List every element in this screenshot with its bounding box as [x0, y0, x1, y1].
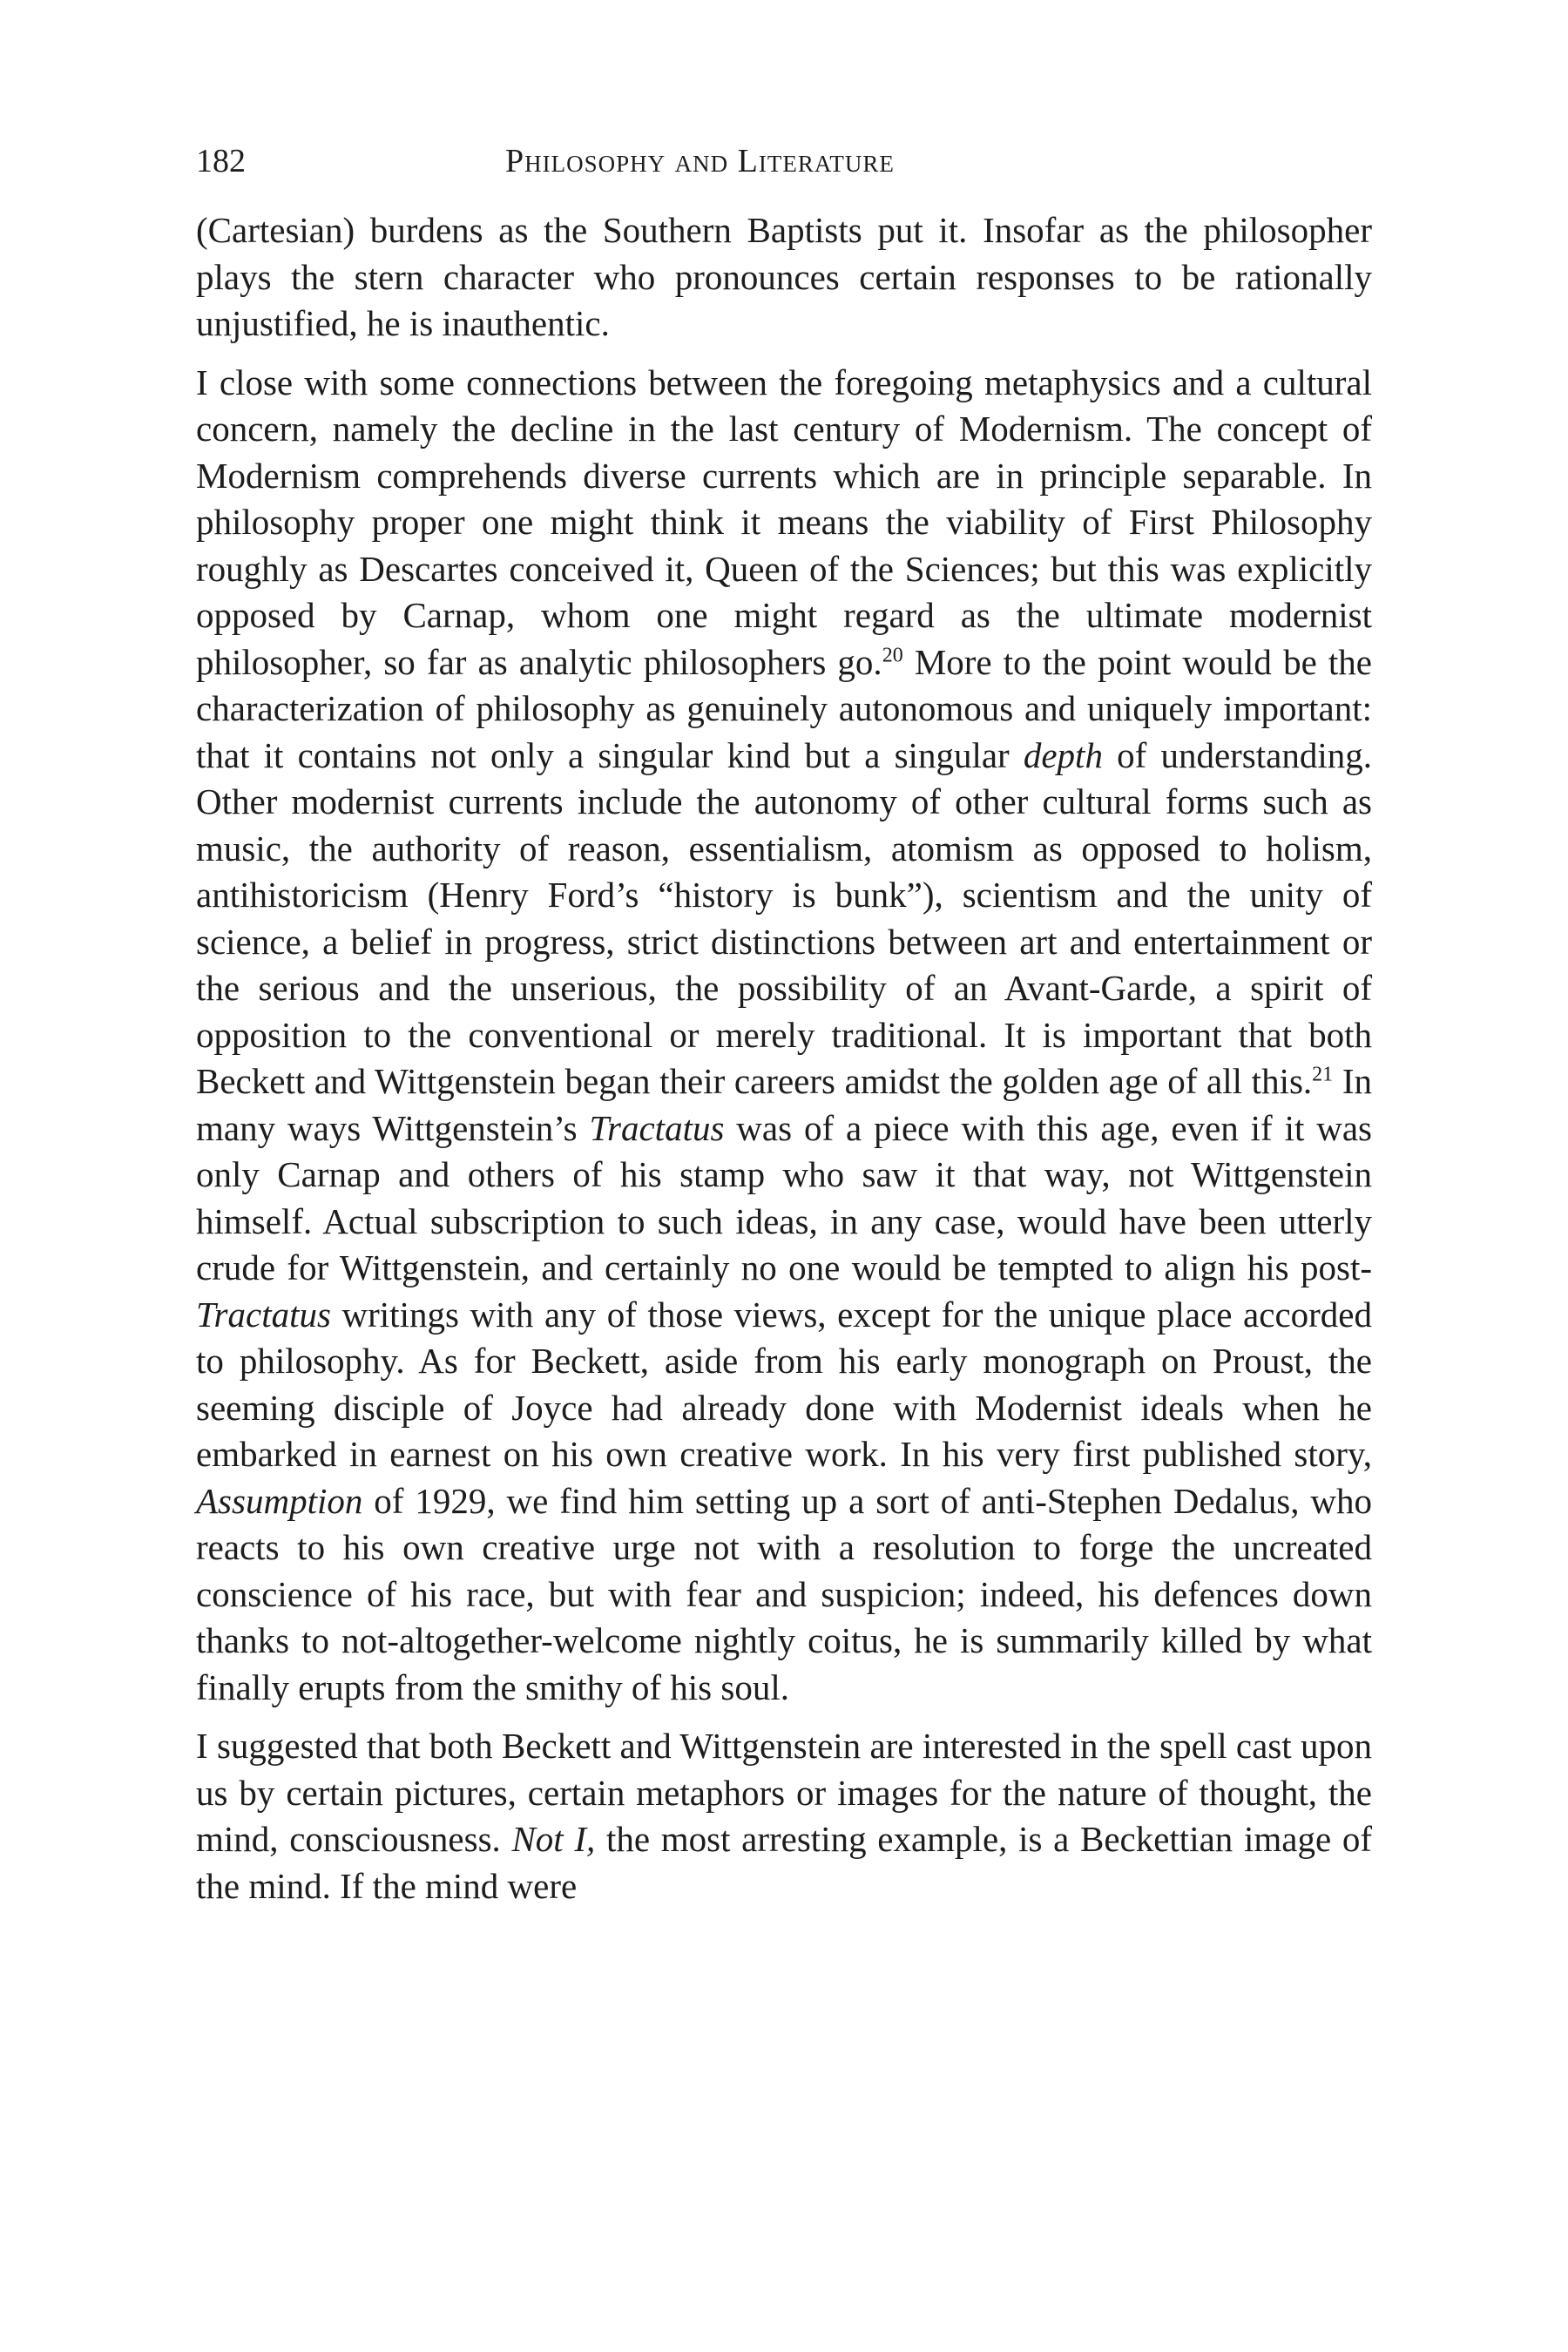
paragraph-1-text: (Cartesian) burdens as the Southern Baptists put it. Insofar as the philosopher plays the stern character who pronounces certain responses to be rationally unjustified, he is inauthentic. — [196, 210, 1372, 343]
title-tractatus: Tractatus — [589, 1107, 725, 1148]
paragraph-1 — [196, 207, 1372, 348]
page-number: 182 — [196, 143, 246, 179]
paragraph-2-segment: writings with any of those views, except for the unique place accorded to philosophy. As for Beckett, aside from his early monograph on Proust, the seeming disciple of Joyce had already done with Modernist ideals when he embarked in earnest on his own creative work. In his very first published story, — [196, 1294, 1372, 1474]
paragraph-3-segment: the most arresting example, is a Beckettian image of the mind. If the mind were — [196, 1819, 1372, 1906]
book-page — [196, 131, 1372, 1909]
emphasis-depth: depth — [1023, 734, 1103, 775]
paragraph-2-segment: of understanding. Other modernist currents include the autonomy of other cultural forms such as music, the authority of reason, essentialism, atomism as opposed to holism, antihistoricism (Henry Ford’s “history is bunk”), scientism and the unity of science, a belief in progress, strict distinctions between art and entertainment or the serious and the unserious, the possibility of an Avant-Garde, a spirit of opposition to the conventional or merely traditional. It is important that both Beckett and Wittgenstein began their careers amidst the golden age of all this. — [196, 734, 1372, 1101]
paragraph-3-segment: I suggested that both Beckett and Wittgenstein are interested in the spell cast upon us by certain pictures, certain metaphors or images for the nature of thought, the mind, consciousness. — [196, 1726, 1372, 1859]
paragraph-2-segment: More to the point would be the characterization of philosophy as genuinely autonomous and uniquely important: that it contains not only a singular kind but a singular — [196, 641, 1372, 775]
paragraph-2-segment: I close with some connections between the foregoing metaphysics and a cultural concern, namely the decline in the last century of Modernism. The concept of Modernism comprehends diverse currents which are in principle separable. In philosophy proper one might think it means the viability of First Philosophy roughly as Descartes conceived it, Queen of the Sciences; but this was explicitly opposed by Carnap, whom one might regard as the ultimate modernist philosopher, so far as analytic philosophers go. — [196, 362, 1372, 682]
footnote-ref-20[interactable]: 20 — [882, 643, 903, 666]
running-title: Philosophy and Literature — [505, 143, 895, 179]
paragraph-2-segment: In many ways Wittgenstein’s — [196, 1061, 1372, 1148]
paragraph-3 — [196, 1723, 1372, 1909]
body-text — [196, 207, 1372, 1909]
title-tractatus-2: Tractatus — [196, 1294, 331, 1335]
title-assumption: Assumption — [196, 1480, 363, 1521]
running-head — [196, 131, 1372, 192]
footnote-ref-21[interactable]: 21 — [1312, 1063, 1334, 1086]
title-not-i: Not I, — [511, 1819, 596, 1859]
paragraph-2-segment: of 1929, we find him setting up a sort of anti-Stephen Dedalus, who reacts to his own creative urge not with a resolution to forge the uncreated conscience of his race, but with fear and suspicion; indeed, his defences down thanks to not-altogether-welcome nightly coitus, he is summarily killed by what finally erupts from the smithy of his soul. — [196, 1480, 1372, 1707]
paragraph-2-segment: was of a piece with this age, even if it was only Carnap and others of his stamp who saw it that way, not Wittgenstein himself. Actual subscription to such ideas, in any case, would have been utterly crude for Wittgenstein, and certainly no one would be tempted to align his post- — [196, 1107, 1373, 1288]
paragraph-2 — [196, 360, 1372, 1712]
